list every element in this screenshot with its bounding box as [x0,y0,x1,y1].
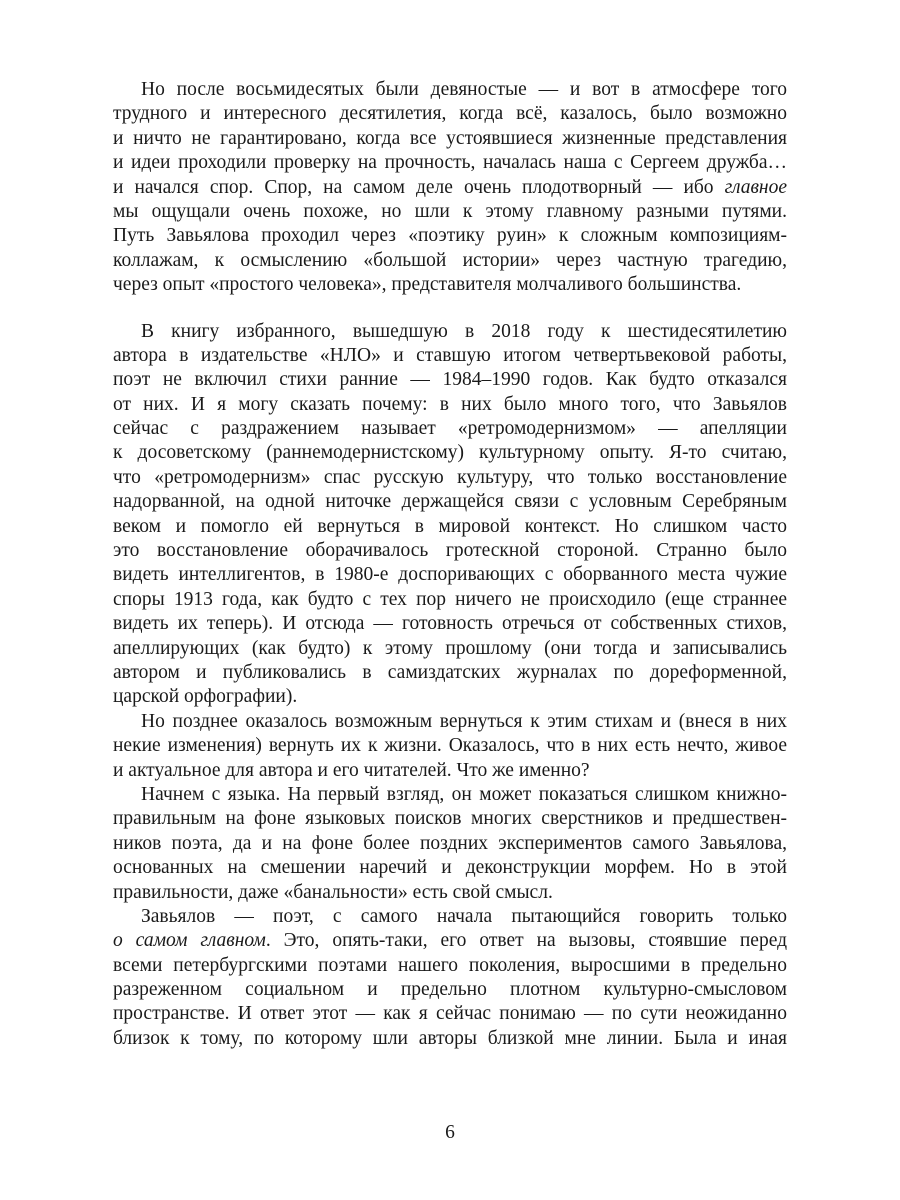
line-text: автором и публиковались в самиздатских журналах по дореформенной, [113,661,787,683]
text-line [113,929,787,953]
line-text: поэт не включил стихи ранние — 1984–1990 годов. Как будто отказался [113,369,787,391]
line-text: правильным на фоне языковых поисков многих сверстников и предшествен- [113,808,787,830]
text-line [113,466,787,490]
text-line [113,273,787,297]
line-text: сейчас с раздражением называет «ретромодернизмом» — апелляции [113,418,787,440]
text-line [113,588,787,612]
text-line [113,78,787,102]
line-text: споры 1913 года, как будто с тех пор ничего не происходило (еще страннее [113,588,787,610]
paragraph-gap [113,298,787,320]
text-line [113,563,787,587]
line-text: основанных на смешении наречий и деконструкции морфем. Но в этой [113,857,787,879]
line-text: Путь Завьялова проходил через «поэтику руин» к сложным композициям- [113,225,787,247]
text-line [113,515,787,539]
text-line [113,102,787,126]
text-line [113,637,787,661]
text-line [113,807,787,831]
line-text: к досоветскому (раннемодернистскому) культурному опыту. Я-то считаю, [113,442,787,464]
line-text: трудного и интересного десятилетия, когда всё, казалось, было возможно [113,103,787,125]
paragraph-2 [113,320,787,710]
text-line [113,441,787,465]
paragraph-1 [113,78,787,298]
text-line [113,320,787,344]
text-line [113,759,787,783]
text-line [113,905,787,929]
text-line [113,661,787,685]
line-text: от них. И я могу сказать почему: в них было много того, что Завьялов [113,393,787,415]
line-text: Но позднее оказалось возможным вернуться к этим стихам и (внеся в них [141,710,787,732]
text-line [113,881,787,905]
line-text: разреженном социальном и предельно плотном культурно-смысловом [113,979,787,1001]
line-text: близок к тому, по которому шли авторы близкой мне линии. Была и иная [113,1027,787,1049]
text-column [113,78,787,1051]
line-text: и актуальное для автора и его читателей. Что же именно? [113,759,590,781]
text-line [113,832,787,856]
line-text: и начался спор. Спор, на самом деле очень плодотворный — ибо [113,176,725,198]
paragraph-3 [113,710,787,783]
line-text: В книгу избранного, вышедшую в 2018 году к шестидесятилетию [141,320,787,342]
emphasis-text: главное [724,176,787,198]
text-line [113,856,787,880]
text-line [113,393,787,417]
line-text: видеть их теперь). И отсюда — готовность отречься от собственных стихов, [113,613,787,635]
page-number: 6 [445,1122,455,1143]
line-text: правильности, даже «банальности» есть свой смысл. [113,881,553,903]
text-line [113,612,787,636]
text-line [113,685,787,709]
text-line [113,710,787,734]
line-text: апеллирующих (как будто) к этому прошлому (они тогда и записывались [113,637,787,659]
line-text: это восстановление оборачивалось гротескной стороной. Странно было [113,540,787,562]
line-text: всеми петербургскими поэтами нашего поколения, выросшими в предельно [113,954,787,976]
text-line [113,127,787,151]
text-line [113,490,787,514]
line-text: Завьялов — поэт, с самого начала пытающийся говорить только [141,905,787,927]
line-text: коллажам, к осмыслению «большой истории» через частную трагедию, [113,249,787,271]
line-text: Но после восьмидесятых были девяностые — и вот в атмосфере того [141,79,787,100]
text-line [113,954,787,978]
text-line [113,344,787,368]
text-line [113,200,787,224]
line-text: Начнем с языка. На первый взгляд, он может показаться слишком книжно- [141,783,787,805]
line-text: мы ощущали очень похоже, но шли к этому главному разными путями. [113,200,787,222]
line-text: веком и помогло ей вернуться в мировой контекст. Но слишком часто [113,515,787,537]
text-line [113,978,787,1002]
line-text: пространстве. И ответ этот — как я сейчас понимаю — по сути неожиданно [113,1003,787,1025]
paragraph-5 [113,905,787,1051]
text-line [113,539,787,563]
line-text: видеть интеллигентов, в 1980-е доспоривающих с оборванного места чужие [113,564,787,586]
line-text: некие изменения) вернуть их к жизни. Оказалось, что в них есть нечто, живое [113,735,787,757]
text-line [113,1002,787,1026]
line-text: и ничто не гарантировано, когда все устоявшиеся жизненные представления [113,127,787,149]
line-text: автора в издательстве «НЛО» и ставшую итогом четвертьвековой работы, [113,344,787,366]
text-line [113,224,787,248]
line-text: через опыт «простого человека», представителя молчаливого большинства. [113,274,742,296]
line-text: и идеи проходили проверку на прочность, началась наша с Сергеем дружба… [113,152,787,174]
text-line [113,783,787,807]
text-line [113,368,787,392]
line-text: . Это, опять-таки, его ответ на вызовы, стоявшие перед [265,930,788,952]
text-line [113,176,787,200]
text-line [113,417,787,441]
text-line [113,151,787,175]
line-text: царской орфографии). [113,686,298,708]
text-line [113,249,787,273]
text-line [113,1027,787,1051]
line-text: что «ретромодернизм» спас русскую культуру, что только восстановление [113,466,787,488]
emphasis-text: о самом главном [113,930,266,952]
line-text: надорванной, на одной ниточке держащейся связи с условным Серебряным [113,491,787,513]
text-line [113,734,787,758]
paragraph-4 [113,783,787,905]
line-text: ников поэта, да и на фоне более поздних экспериментов самого Завьялова, [113,832,787,854]
